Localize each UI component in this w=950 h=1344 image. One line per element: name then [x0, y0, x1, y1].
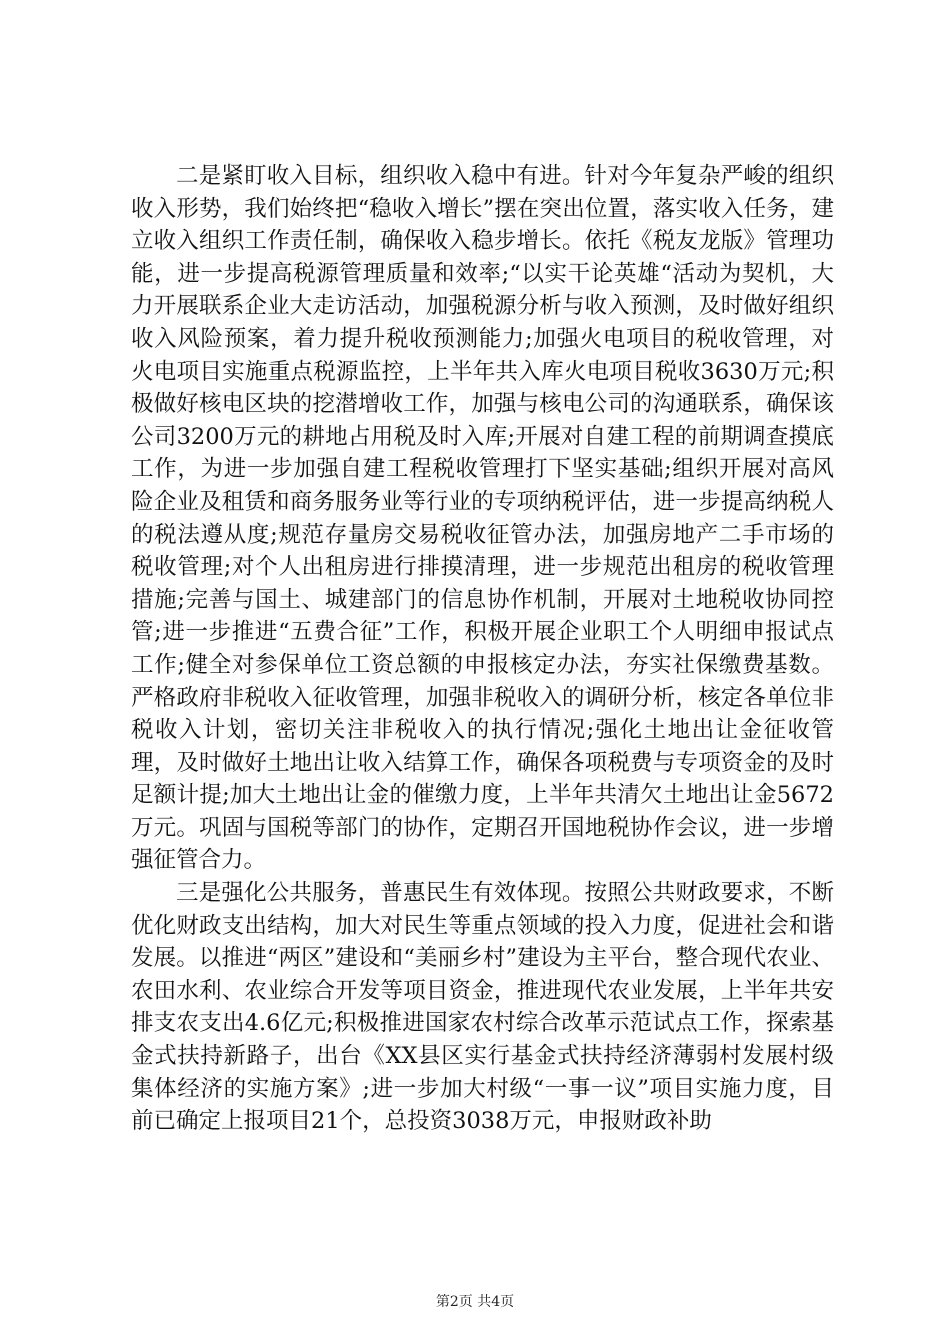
- document-body: [131, 160, 834, 1138]
- page-footer: 第2页 共4页: [435, 1294, 515, 1310]
- paragraph-public-service: 三是强化公共服务，普惠民生有效体现。按照公共财政要求，不断优化财政支出结构，加大对民生等重点领域的投入力度，促进社会和谐发展。以推进“两区”建设和“美丽乡村”建设为主平台，整合现代农业、农田水利、农业综合开发等项目资金，推进现代农业发展，上半年共安排支农支出4.6亿元;积极推进国家农村综合改革示范试点工作，探索基金式扶持新路子，出台《XX县区实行基金式扶持经济薄弱村发展村级集体经济的实施方案》;进一步加大村级“一事一议”项目实施力度，目前已确定上报项目21个，总投资3038万元，申报财政补助: [131, 880, 834, 1135]
- paragraph-tax-revenue: 二是紧盯收入目标，组织收入稳中有进。针对今年复杂严峻的组织收入形势，我们始终把“稳收入增长”摆在突出位置，落实收入任务，建立收入组织工作责任制，确保收入稳步增长。依托《税友龙版》管理功能，进一步提高税源管理质量和效率;“以实干论英雄“活动为契机，大力开展联系企业大走访活动，加强税源分析与收入预测，及时做好组织收入风险预案，着力提升税收预测能力;加强火电项目的税收管理，对火电项目实施重点税源监控，上半年共入库火电项目税收3630万元;积极做好核电区块的挖潜增收工作，加强与核电公司的沟通联系，确保该公司3200万元的耕地占用税及时入库;开展对自建工程的前期调查摸底工作，为进一步加强自建工程税收管理打下坚实基础;组织开展对高风险企业及租赁和商务服务业等行业的专项纳税评估，进一步提高纳税人的税法遵从度;规范存量房交易税收征管办法，加强房地产二手市场的税收管理;对个人出租房进行排摸清理，进一步规范出租房的税收管理措施;完善与国土、城建部门的信息协作机制，开展对土地税收协同控管;进一步推进“五费合征”工作，积极开展企业职工个人明细申报试点工作;健全对参保单位工资总额的申报核定办法，夯实社保缴费基数。严格政府非税收入征收管理，加强非税收入的调研分析，核定各单位非税收入计划，密切关注非税收入的执行情况;强化土地出让金征收管理，及时做好土地出让收入结算工作，确保各项税费与专项资金的及时足额计提;加大土地出让金的催缴力度，上半年共清欠土地出让金5672万元。巩固与国税等部门的协作，定期召开国地税协作会议，进一步增强征管合力。: [131, 163, 834, 874]
